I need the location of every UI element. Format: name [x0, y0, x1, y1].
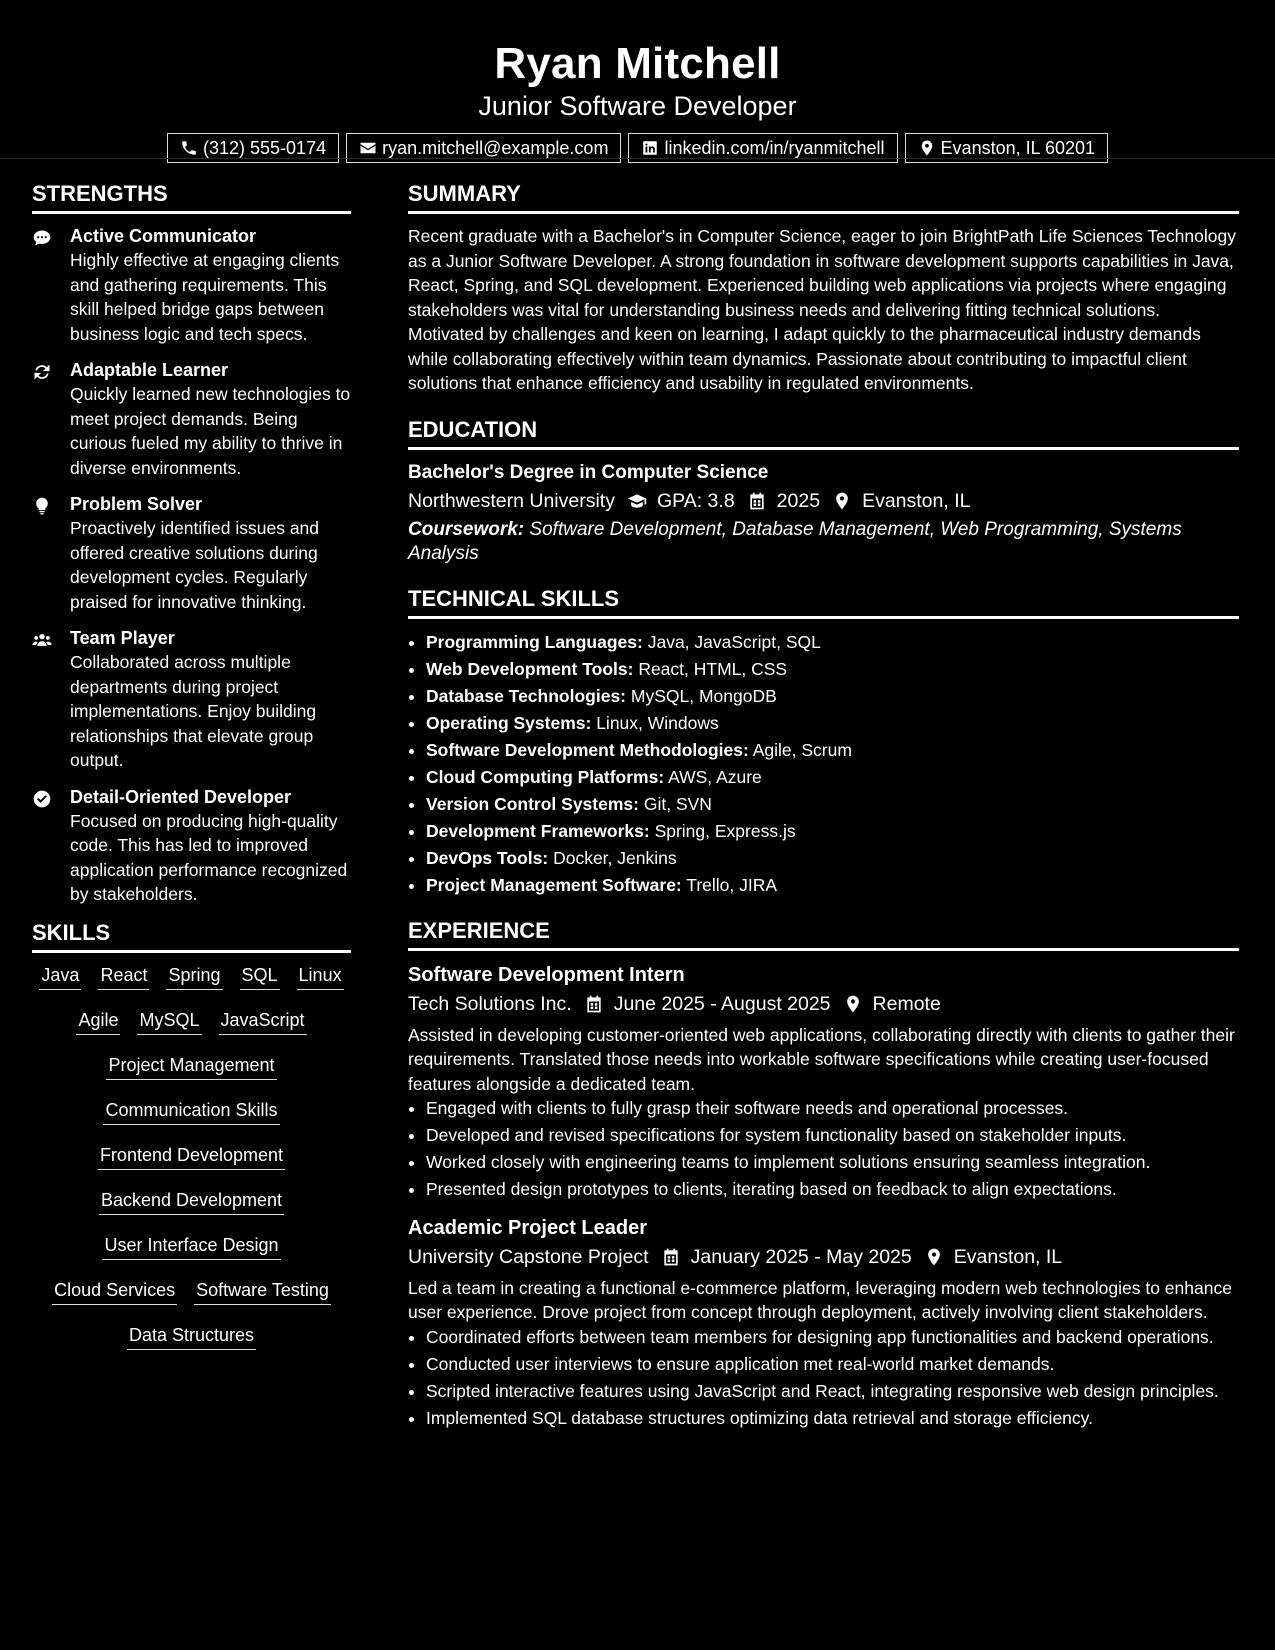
job-entry	[408, 1214, 1239, 1431]
skill-tag: MySQL	[137, 1008, 201, 1035]
technical-skill-value: Linux, Windows	[596, 712, 719, 733]
strength-text: Collaborated across multiple departments during project implementations. Enjoy building relationships that elevate group output.	[70, 652, 317, 770]
skill-tag: Data Structures	[127, 1323, 256, 1350]
skill-tag: Java	[39, 963, 81, 990]
technical-skill-label: Version Control Systems:	[426, 793, 639, 814]
skills-heading: SKILLS	[32, 919, 351, 953]
job-dates: June 2025 - August 2025	[613, 992, 831, 1015]
job-dates: January 2025 - May 2025	[690, 1245, 912, 1268]
contact-location-text: Evanston, IL 60201	[940, 137, 1095, 158]
job-title: Software Development Intern	[408, 963, 685, 986]
technical-skill-value: Spring, Express.js	[654, 820, 796, 841]
summary-heading: SUMMARY	[408, 180, 1239, 214]
technical-skill-label: DevOps Tools:	[426, 847, 549, 868]
technical-skill-item	[426, 764, 1239, 791]
skill-tag: Spring	[166, 963, 222, 990]
strength-title: Problem Solver	[70, 494, 203, 514]
job-bullet: • Implemented SQL database structures optimizing data retrieval and storage efficiency.	[426, 1406, 1239, 1431]
chat-bubble-icon	[32, 228, 52, 248]
skill-row	[32, 1233, 351, 1278]
technical-skill-item	[426, 656, 1239, 683]
strength-item	[32, 626, 351, 773]
calendar-icon	[584, 994, 604, 1014]
education-meta	[408, 486, 1239, 516]
technical-skill-label: Web Development Tools:	[426, 658, 634, 679]
strengths-heading: STRENGTHS	[32, 180, 351, 214]
strength-title: Detail-Oriented Developer	[70, 786, 292, 807]
technical-skill-label: Operating Systems:	[426, 712, 592, 733]
technical-skill-label: Cloud Computing Platforms:	[426, 766, 665, 787]
skill-tag: Software Testing	[194, 1278, 331, 1305]
contact-phone-text: (312) 555-0174	[203, 137, 327, 158]
technical-skill-value: Java, JavaScript, SQL	[647, 631, 821, 652]
skill-row	[32, 1143, 351, 1188]
strength-text: Highly effective at engaging clients and gathering requirements. This skill helped bridge gaps between business logic and tech specs.	[70, 250, 340, 344]
left-column	[32, 180, 351, 1368]
candidate-title: Junior Software Developer	[478, 91, 797, 121]
company-name: University Capstone Project	[408, 1245, 649, 1268]
technical-skill-item	[426, 872, 1239, 899]
skill-tag: React	[98, 963, 149, 990]
skill-row	[32, 1008, 351, 1053]
job-meta	[408, 1242, 1239, 1272]
strength-text: Quickly learned new technologies to meet project demands. Being curious fueled my ability to thrive in diverse environments.	[70, 384, 351, 478]
experience-heading: EXPERIENCE	[408, 917, 1239, 951]
map-pin-icon	[832, 491, 852, 511]
map-pin-icon	[924, 1247, 944, 1267]
strength-item	[32, 785, 351, 907]
summary-text: Recent graduate with a Bachelor's in Computer Science, eager to join BrightPath Life Sciences Technology as a Junior Software Developer. A strong foundation in software development supports capabilities in Java, React, Spring, and SQL development. Experienced building web applications via projects where engaging stakeholders was vital for understanding business needs and delivering fitting technical solutions. Motivated by challenges and keen on learning, I adapt quickly to the pharmaceutical industry demands while collaborating effectively within team dynamics. Passionate about contributing to impactful client solutions that enhance efficiency and usability in regulated environments.	[408, 226, 1236, 393]
skill-tag: Project Management	[106, 1053, 276, 1080]
technical-skill-label: Software Development Methodologies:	[426, 739, 749, 760]
coursework	[408, 518, 1239, 567]
job-bullet: • Coordinated efforts between team members for designing app functionalities and backend operations.	[426, 1325, 1239, 1350]
technical-skill-item	[426, 683, 1239, 710]
calendar-icon	[661, 1247, 681, 1267]
graduation-year: 2025	[776, 489, 821, 512]
job-bullet: • Developed and revised specifications for system functionality based on stakeholder inputs.	[426, 1123, 1239, 1148]
school-name: Northwestern University	[408, 489, 615, 512]
company-name: Tech Solutions Inc.	[408, 992, 572, 1015]
job-bullet: • Engaged with clients to fully grasp their software needs and operational processes.	[426, 1096, 1239, 1121]
strength-item	[32, 358, 351, 480]
skill-tag: SQL	[240, 963, 280, 990]
skill-row	[32, 1323, 351, 1368]
map-pin-icon	[843, 994, 863, 1014]
job-bullet: • Scripted interactive features using JavaScript and React, integrating responsive web design principles.	[426, 1379, 1239, 1404]
skill-row	[32, 1098, 351, 1143]
candidate-name: Ryan Mitchell	[494, 39, 781, 88]
strength-title: Active Communicator	[70, 226, 257, 246]
strength-text: Proactively identified issues and offered creative solutions during development cycles. Regularly praised for innovative thinking.	[70, 518, 320, 612]
skill-tag: Frontend Development	[98, 1143, 285, 1170]
technical-skill-label: Programming Languages:	[426, 631, 643, 652]
job-title: Academic Project Leader	[408, 1216, 647, 1239]
strength-item	[32, 224, 351, 346]
technical-skill-value: Git, SVN	[643, 793, 712, 814]
technical-skill-item	[426, 737, 1239, 764]
skill-tag: Linux	[297, 963, 344, 990]
skill-row	[32, 1278, 351, 1323]
technical-skill-label: Database Technologies:	[426, 685, 627, 706]
technical-skill-value: Agile, Scrum	[752, 739, 852, 760]
skill-tag: Agile	[76, 1008, 120, 1035]
phone-icon	[180, 139, 198, 157]
job-bullet: • Conducted user interviews to ensure application met real-world market demands.	[426, 1352, 1239, 1377]
users-icon	[32, 630, 52, 650]
header-divider	[0, 158, 1275, 159]
coursework-label: Coursework:	[408, 518, 525, 540]
lightbulb-icon	[32, 496, 52, 516]
degree-title: Bachelor's Degree in Computer Science	[408, 461, 769, 483]
job-bullets	[408, 1096, 1239, 1202]
strength-title: Adaptable Learner	[70, 360, 229, 380]
linkedin-icon	[641, 139, 659, 157]
skill-tag: Communication Skills	[103, 1098, 279, 1125]
technical-skill-item	[426, 629, 1239, 656]
technical-skill-value: AWS, Azure	[668, 766, 762, 787]
skills-list	[32, 963, 351, 1368]
skill-tag: JavaScript	[219, 1008, 307, 1035]
skill-row	[32, 963, 351, 1008]
right-column	[408, 180, 1239, 1442]
job-description: Assisted in developing customer-oriented web applications, collaborating directly with clients to gather their requirements. Translated those needs into workable software specifications while creating user-focused features alongside a dedicated team.	[408, 1024, 1235, 1094]
envelope-icon	[359, 139, 377, 157]
technical-skill-value: Trello, JIRA	[686, 874, 778, 895]
resume-header	[0, 0, 1275, 163]
job-bullets	[408, 1325, 1239, 1431]
technical-skill-value: Docker, Jenkins	[553, 847, 677, 868]
skill-tag: Cloud Services	[52, 1278, 177, 1305]
contact-email-text: ryan.mitchell@example.com	[382, 137, 609, 158]
job-entry	[408, 961, 1239, 1202]
job-location: Remote	[872, 992, 941, 1015]
refresh-icon	[32, 362, 52, 382]
education-heading: EDUCATION	[408, 416, 1239, 450]
contact-linkedin-text: linkedin.com/in/ryanmitchell	[664, 137, 885, 158]
graduation-cap-icon	[627, 491, 647, 511]
strength-text: Focused on producing high-quality code. This has led to improved application performance recognized by stakeholders.	[70, 810, 348, 904]
technical-skill-item	[426, 710, 1239, 737]
strength-title: Team Player	[70, 628, 175, 648]
calendar-icon	[747, 491, 767, 511]
job-bullet: • Worked closely with engineering teams to implement solutions ensuring seamless integration.	[426, 1150, 1239, 1175]
technical-skills-heading: TECHNICAL SKILLS	[408, 585, 1239, 619]
technical-skill-value: React, HTML, CSS	[638, 658, 788, 679]
strength-item	[32, 492, 351, 614]
map-pin-icon	[918, 139, 936, 157]
technical-skills-list	[408, 629, 1239, 899]
coursework-list: Software Development, Database Management, Web Programming, Systems Analysis	[408, 518, 1182, 564]
job-location: Evanston, IL	[953, 1245, 1063, 1268]
technical-skill-item	[426, 791, 1239, 818]
technical-skill-label: Project Management Software:	[426, 874, 682, 895]
check-circle-icon	[32, 789, 52, 809]
job-description: Led a team in creating a functional e-commerce platform, leveraging modern web technologies to enhance user experience. Drove project from concept through deployment, actively involving client stakeholders.	[408, 1277, 1232, 1322]
skill-tag: User Interface Design	[102, 1233, 280, 1260]
technical-skill-item	[426, 818, 1239, 845]
job-meta	[408, 989, 1239, 1019]
skills-section	[32, 919, 351, 1368]
technical-skill-label: Development Frameworks:	[426, 820, 650, 841]
skill-tag: Backend Development	[99, 1188, 284, 1215]
skill-row	[32, 1188, 351, 1233]
technical-skill-value: MySQL, MongoDB	[630, 685, 777, 706]
gpa: GPA: 3.8	[656, 489, 735, 512]
skill-row	[32, 1053, 351, 1098]
job-bullet: • Presented design prototypes to clients, iterating based on feedback to align expectations.	[426, 1177, 1239, 1202]
school-location: Evanston, IL	[862, 489, 971, 512]
technical-skill-item	[426, 845, 1239, 872]
